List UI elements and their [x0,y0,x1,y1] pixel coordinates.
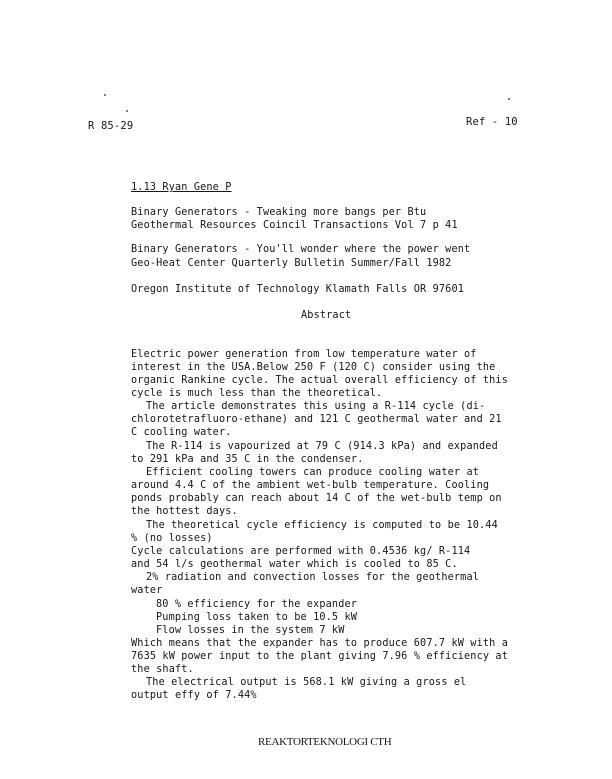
body-line: % (no losses) [131,533,213,544]
body-line: C cooling water. [131,427,232,438]
body-line: Cycle calculations are performed with 0.4536 kg/ R-114 [131,546,471,557]
body-line: Pumping loss taken to be 10.5 kW [156,612,358,623]
reference-line-1: Binary Generators - Tweaking more bangs per Btu [131,207,427,218]
body-line: The electrical output is 568.1 kW giving a gross el [146,677,467,688]
body-line: water [131,585,163,596]
section-title: 1.13 Ryan Gene P [131,182,232,193]
body-line: The article demonstrates this using a R-114 cycle (di- [146,401,486,412]
body-line: and 54 l/s geothermal water which is cooled to 85 C. [131,559,458,570]
body-line: Electric power generation from low temperature water of [131,349,477,360]
abstract-heading: Abstract [301,310,352,321]
body-line: output effy of 7.44% [131,690,257,701]
reference-line-3: Binary Generators - You'll wonder where the power went [131,244,471,255]
body-line: organic Rankine cycle. The actual overall efficiency of this [131,375,509,386]
body-line: cycle is much less than the theoretical. [131,388,383,399]
body-line: Flow losses in the system 7 kW [156,625,345,636]
document-id: R 85-29 [88,120,134,132]
body-line: the hottest days. [131,506,238,517]
footer-institution: REAKTORTEKNOLOGI CTH [258,736,392,748]
body-line: to 291 kPa and 35 C in the condenser. [131,454,364,465]
body-line: 80 % efficiency for the expander [156,599,358,610]
body-line: Efficient cooling towers can produce cooling water at [146,467,480,478]
body-line: 7635 kW power input to the plant giving 7.96 % efficiency at [131,651,509,662]
body-line: The R-114 is vapourized at 79 C (914.3 kPa) and expanded [146,441,498,452]
reference-line-2: Geothermal Resources Coincil Transactions Vol 7 p 41 [131,220,458,231]
body-line: Which means that the expander has to produce 607.7 kW with a [131,638,509,649]
body-line: interest in the USA.Below 250 F (120 C) consider using the [131,362,496,373]
body-line: The theoretical cycle efficiency is computed to be 10.44 [146,520,498,531]
reference-number: Ref - 10 [466,116,518,128]
body-line: around 4.4 C of the ambient wet-bulb temperature. Cooling [131,480,490,491]
reference-line-4: Geo-Heat Center Quarterly Bulletin Summer/Fall 1982 [131,258,452,269]
institution-line: Oregon Institute of Technology Klamath Falls OR 97601 [131,284,465,295]
body-line: 2% radiation and convection losses for the geothermal [146,572,480,583]
body-line: ponds probably can reach about 14 C of the wet-bulb temp on [131,493,502,504]
body-line: chlorotetrafluoro-ethane) and 121 C geothermal water and 21 [131,414,502,425]
body-line: the shaft. [131,664,194,675]
